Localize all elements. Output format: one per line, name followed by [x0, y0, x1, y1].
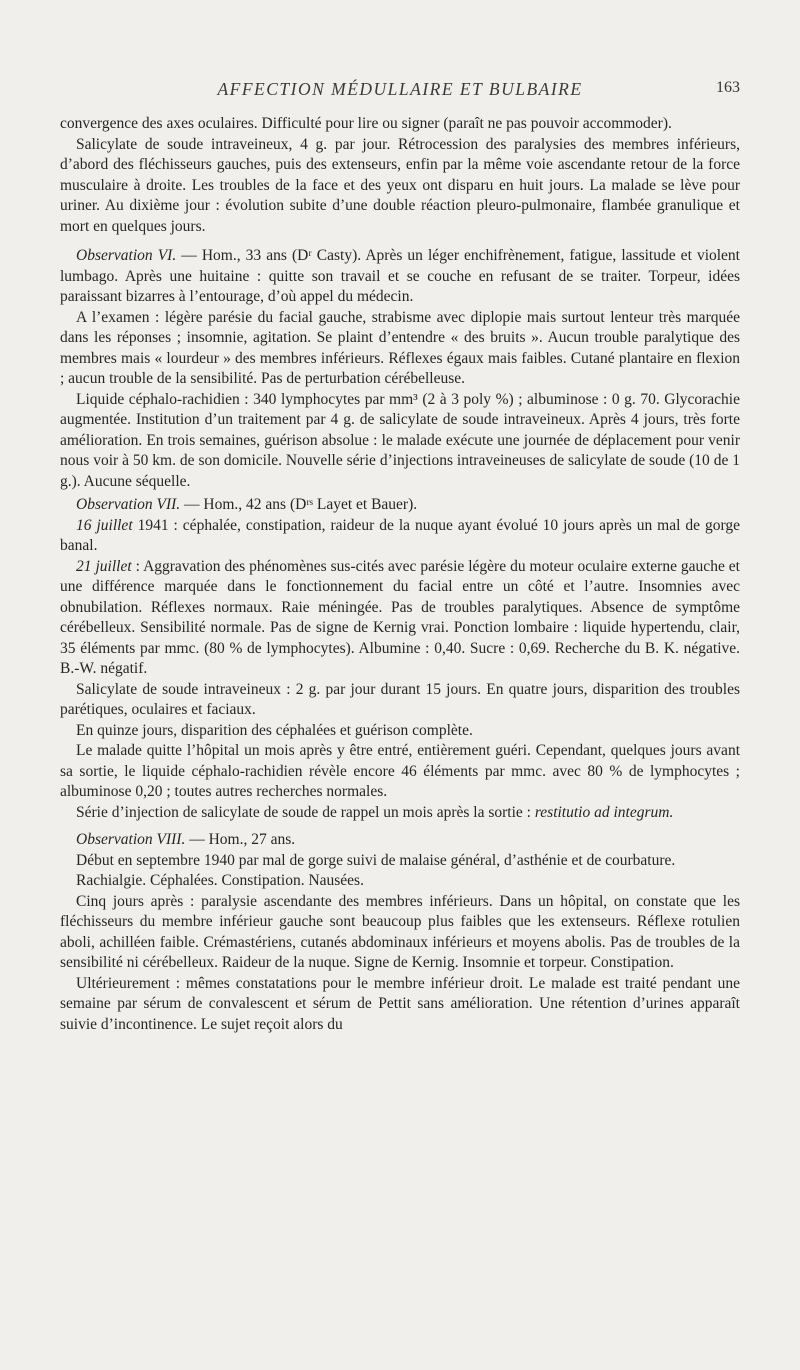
observation-8-label: Observation VIII.: [76, 831, 186, 848]
observation-6-lcr: Liquide céphalo-rachidien : 340 lymphocytes par mm³ (2 à 3 poly %) ; albuminose : 0 g. 70. Glycorachie augmentée. Institution d’un traitement par 4 g. de salicylate de soude intraveineux. Après 4 jours, très forte amélioration. En trois semaines, guérison absolue : le malade exécute une journée de déplacement pour venir nous voir à 50 km. de son domicile. Nouvelle série d’injections intraveineuses de salicylate de soude (10 de 1 g.). Aucune séquelle.: [60, 390, 740, 490]
running-title: AFFECTION MÉDULLAIRE ET BULBAIRE: [217, 79, 583, 99]
observation-7-followup-latin: restitutio ad integrum.: [534, 803, 674, 821]
page-number: 163: [716, 79, 740, 96]
observation-7-discharge: Le malade quitte l’hôpital un mois après y être entré, entièrement guéri. Cependant, quelques jours avant sa sortie, le liquide céphalo-rachidien révèle encore 46 éléments par mmc. avec 80 % de lymphocytes ; albuminose 0,20 ; toutes autres recherches normales.: [60, 742, 740, 800]
observation-7-intro-text: — Hom., 42 ans (Dʳˢ Layet et Bauer).: [180, 496, 418, 513]
observation-6-label: Observation VI.: [76, 247, 177, 264]
observation-7-followup: [60, 803, 740, 824]
observation-8-onset: Début en septembre 1940 par mal de gorge suivi de malaise général, d’asthénie et de courbature.: [76, 851, 676, 869]
observation-7-date1: 16 juillet: [76, 516, 133, 534]
observation-7-day2-text: : Aggravation des phénomènes sus-cités avec parésie légère du moteur oculaire externe gauche et une différence marquée dans le fonctionnement du facial entre un côté et l’autre. Insomnies avec obnubilation. Réflexes normaux. Raie méningée. Pas de troubles paralytiques. Absence de symptôme cérébelleux. Sensibilité normale. Pas de signe de Kernig vrai. Ponction lombaire : liquide hypertendu, clair, 35 éléments par mmc. (80 % de lymphocytes). Albumine : 0,40. Sucre : 0,69. Recherche du B. K. négative. B.-W. négatif.: [60, 557, 740, 677]
observation-8-intro: [60, 830, 740, 851]
observation-7-label: Observation VII.: [76, 496, 181, 513]
observation-8-evolution: Ultérieurement : mêmes constatations pour le membre inférieur droit. Le malade est traité pendant une semaine par sérum de convalescent et sérum de Pettit sans amélioration. Une rétention d’urines apparaît suivie d’incontinence. Le sujet reçoit alors du: [60, 974, 740, 1033]
observation-7-followup-text: Série d’injection de salicylate de soude de rappel un mois après la sortie :: [76, 803, 535, 821]
observation-8-intro-text: — Hom., 27 ans.: [185, 831, 296, 848]
body-text: [60, 114, 740, 1035]
observation-7-recovery: En quinze jours, disparition des céphalées et guérison complète.: [76, 721, 473, 739]
paragraph-treatment: Salicylate de soude intraveineux, 4 g. par jour. Rétrocession des paralysies des membres inférieurs, d’abord des fléchisseurs gauches, puis des extenseurs, enfin par la même voie ascendante retour de la force musculaire à droite. Les troubles de la face et des yeux ont disparu en huit jours. La malade se lève pour uriner. Au dixième jour : évolution subite d’une double réaction pleuro-pulmonaire, flambée granulique et mort en quelques jours.: [60, 135, 740, 235]
observation-6-exam: A l’examen : légère parésie du facial gauche, strabisme avec diplopie mais surtout lenteur très marquée dans les réponses ; insomnie, agitation. Se plaint d’entendre « des bruits ». Aucun trouble paralytique des membres mais « lourdeur » des membres inférieurs. Réflexes égaux mais faibles. Cutané plantaire en flexion ; aucun trouble de la sensibilité. Pas de perturbation cérébelleuse.: [60, 308, 740, 387]
running-head: [60, 79, 740, 103]
observation-7-treatment: Salicylate de soude intraveineux : 2 g. par jour durant 15 jours. En quatre jours, disparition des troubles parétiques, oculaires et faciaux.: [60, 680, 740, 718]
observation-8-paralysis: Cinq jours après : paralysie ascendante des membres inférieurs. Dans un hôpital, on constate que les fléchisseurs du membre inférieur gauche sont beaucoup plus faibles que les extenseurs. Réflexe rotulien aboli, achilléen faible. Crémastériens, cutanés abdominaux inférieurs et moyens abolis. Pas de troubles de la sensibilité ni cérébelleux. Raideur de la nuque. Signe de Kernig. Insomnie et torpeur. Constipation.: [60, 892, 740, 971]
observation-6-intro-text: — Hom., 33 ans (Dʳ Casty). Après un léger enchifrènement, fatigue, lassitude et violent lumbago. Après une huitaine : quitte son travail et se couche en refusant de se traiter. Torpeur, idées paraissant bizarres à l’entourage, d’où appel du médecin.: [60, 247, 740, 305]
observation-7-day2: [60, 557, 740, 680]
observation-7-day1-text: 1941 : céphalée, constipation, raideur de la nuque ayant évolué 10 jours après un mal de gorge banal.: [60, 516, 740, 554]
paragraph-continuation: convergence des axes oculaires. Difficulté pour lire ou signer (paraît ne pas pouvoir accommoder).: [60, 115, 672, 132]
observation-7-intro: [60, 495, 740, 516]
observation-7-day1: [60, 516, 740, 557]
observation-8-symptoms: Rachialgie. Céphalées. Constipation. Nausées.: [76, 872, 364, 889]
observation-7-date2: 21 juillet: [76, 557, 132, 575]
observation-6-intro: [60, 246, 740, 308]
